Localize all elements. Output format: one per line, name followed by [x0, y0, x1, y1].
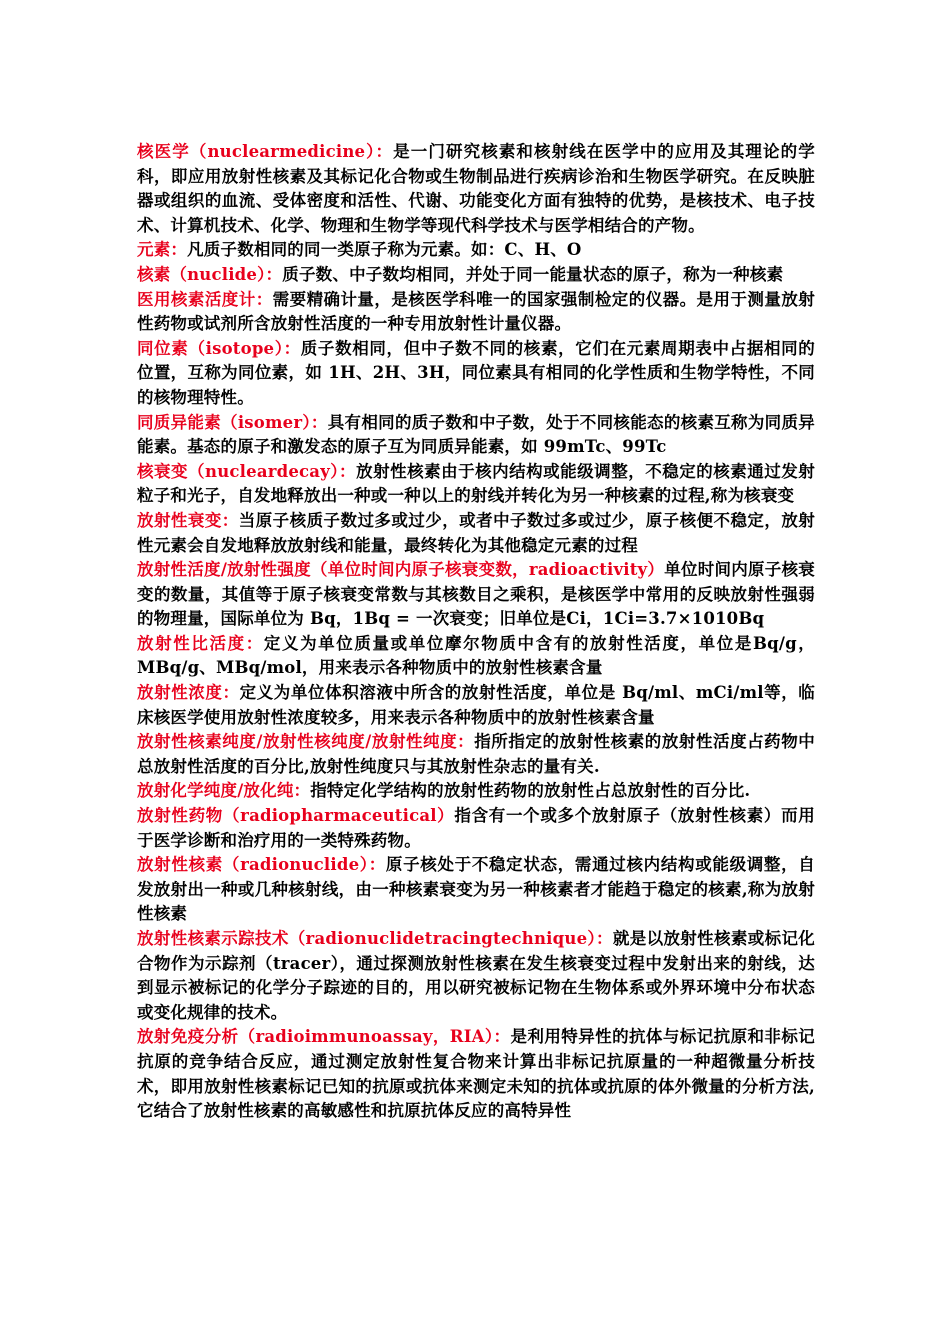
entry-term: 放射化学纯度/放化纯： — [137, 781, 311, 801]
glossary-entry-element — [137, 238, 815, 263]
glossary-entry-radioactivity — [137, 558, 815, 632]
entry-term: 核衰变（nucleardecay）： — [137, 461, 357, 481]
glossary-entry-isomer — [137, 411, 815, 460]
entry-term: 放射性核素（radionuclide）： — [137, 855, 386, 875]
entry-definition: 质子数相同，但中子数不同的核素，它们在元素周期表中占据相同的位置，互称为同位素，如 1H、2H、3H，同位素具有相同的化学性质和生物学特性，不同的核物理特性。 — [137, 338, 816, 407]
glossary-entry-radiochemical-purity — [137, 779, 815, 804]
entry-definition: 当原子核质子数过多或过少，或者中子数过多或过少，原子核便不稳定，放射性元素会自发地释放放射线和能量，最终转化为其他稳定元素的过程 — [137, 510, 815, 555]
glossary-entry-radionuclide — [137, 853, 815, 927]
entry-term: 同质异能素（isomer）： — [137, 412, 328, 432]
glossary-entry-radioactive-concentration — [137, 681, 815, 730]
entry-definition: 定义为单位体积溶液中所含的放射性活度，单位是 Bq/ml、mCi/ml等，临床核医学使用放射性浓度较多，用来表示各种物质中的放射性核素含量 — [137, 683, 815, 727]
entry-term: 放射性活度/放射性强度（单位时间内原子核衰变数，radioactivity） — [137, 560, 665, 580]
glossary-entry-nuclear-medicine — [137, 140, 815, 238]
entry-term: 放射免疫分析（radioimmunoassay，RIA）： — [137, 1027, 511, 1047]
entry-term: 核医学（nuclearmedicine）： — [137, 142, 394, 161]
entry-term: 放射性药物（radiopharmaceutical） — [137, 806, 455, 826]
entry-definition: 是利用特异性的抗体与标记抗原和非标记抗原的竞争结合反应，通过测定放射性复合物来计算出非标记抗原量的一种超微量分析技术，即用放射性核素标记已知的抗原或抗体来测定未知的抗体或抗原的体外微量的分析方法,它结合了放射性核素的高敏感性和抗原抗体反应的高特异性 — [137, 1027, 815, 1121]
entry-term: 放射性浓度： — [137, 683, 240, 703]
entry-definition: 单位时间内原子核衰变的数量，其值等于原子核衰变常数与其核数目之乘积，是核医学中常用的反映放射性强弱的物理量，国际单位为 Bq，1Bq = 一次衰变；旧单位是Ci，1Ci=3.7×1010Bq — [137, 560, 815, 629]
entry-term: 医用核素活度计： — [137, 289, 273, 309]
entry-term: 核素（nuclide）： — [137, 264, 283, 284]
entry-definition: 定义为单位质量或单位摩尔物质中含有的放射性活度，单位是Bq/g，MBq/g、MBq/mol，用来表示各种物质中的放射性核素含量 — [137, 633, 815, 678]
glossary-entry-radioactive-decay — [137, 509, 815, 558]
entry-definition: 原子核处于不稳定状态，需通过核内结构或能级调整，自发放射出一种或几种核射线，由一种核素衰变为另一种核素者才能趋于稳定的核素,称为放射性核素 — [137, 855, 815, 924]
glossary-entry-radioimmunoassay — [137, 1025, 815, 1123]
entry-definition: 需要精确计量，是核医学科唯一的国家强制检定的仪器。是用于测量放射性药物或试剂所含放射性活度的一种专用放射性计量仪器。 — [137, 289, 815, 334]
entry-definition: 凡质子数相同的同一类原子称为元素。如：C、H、O — [187, 240, 582, 260]
entry-term: 元素： — [137, 240, 188, 260]
glossary-entry-nuclear-decay — [137, 460, 815, 509]
glossary-entry-isotope — [137, 337, 815, 411]
glossary-entry-activity-meter — [137, 288, 815, 337]
entry-definition: 指特定化学结构的放射性药物的放射性占总放射性的百分比. — [310, 781, 751, 801]
glossary-entry-radiopharmaceutical — [137, 804, 815, 853]
entry-definition: 放射性核素由于核内结构或能级调整，不稳定的核素通过发射粒子和光子，自发地释放出一种或一种以上的射线并转化为另一种核素的过程,称为核衰变 — [137, 461, 815, 506]
glossary-entry-nuclide — [137, 263, 815, 288]
glossary-entry-radionuclide-purity — [137, 730, 815, 779]
entry-term: 放射性核素纯度/放射性核纯度/放射性纯度： — [137, 732, 475, 752]
glossary-entry-specific-activity — [137, 632, 815, 681]
entry-definition: 就是以放射性核素或标记化合物作为示踪剂（tracer），通过探测放射性核素在发生核衰变过程中发射出来的射线，达到显示被标记的化学分子踪迹的目的，用以研究被标记物在生物体系或外界环境中分布状态或变化规律的技术。 — [137, 929, 815, 1022]
entry-definition: 质子数、中子数均相同，并处于同一能量状态的原子，称为一种核素 — [282, 264, 784, 284]
entry-definition: 是一门研究核素和核射线在医学中的应用及其理论的学科，即应用放射性核素及其标记化合物或生物制品进行疾病诊治和生物医学研究。在反映脏器或组织的血流、受体密度和活性、代谢、功能变化方面有独特的优势，是核技术、电子技术、计算机技术、化学、物理和生物学等现代科学技术与医学相结合的产物。 — [137, 142, 815, 235]
entry-definition: 指所指定的放射性核素的放射性活度占药物中总放射性活度的百分比,放射性纯度只与其放射性杂志的量有关. — [137, 732, 815, 776]
entry-term: 同位素（isotope）： — [137, 338, 301, 358]
entry-definition: 指含有一个或多个放射原子（放射性核素）而用于医学诊断和治疗用的一类特殊药物。 — [137, 806, 815, 850]
entry-term: 放射性衰变： — [137, 510, 239, 530]
entry-term: 放射性比活度： — [137, 633, 264, 653]
entry-term: 放射性核素示踪技术（radionuclidetracingtechnique）： — [137, 929, 613, 948]
entry-definition: 具有相同的质子数和中子数，处于不同核能态的核素互称为同质异能素。基态的原子和激发态的原子互为同质异能素，如 99mTc、99Tc — [137, 412, 815, 457]
glossary-entry-tracing-technique — [137, 927, 815, 1025]
glossary-page — [137, 140, 815, 1124]
